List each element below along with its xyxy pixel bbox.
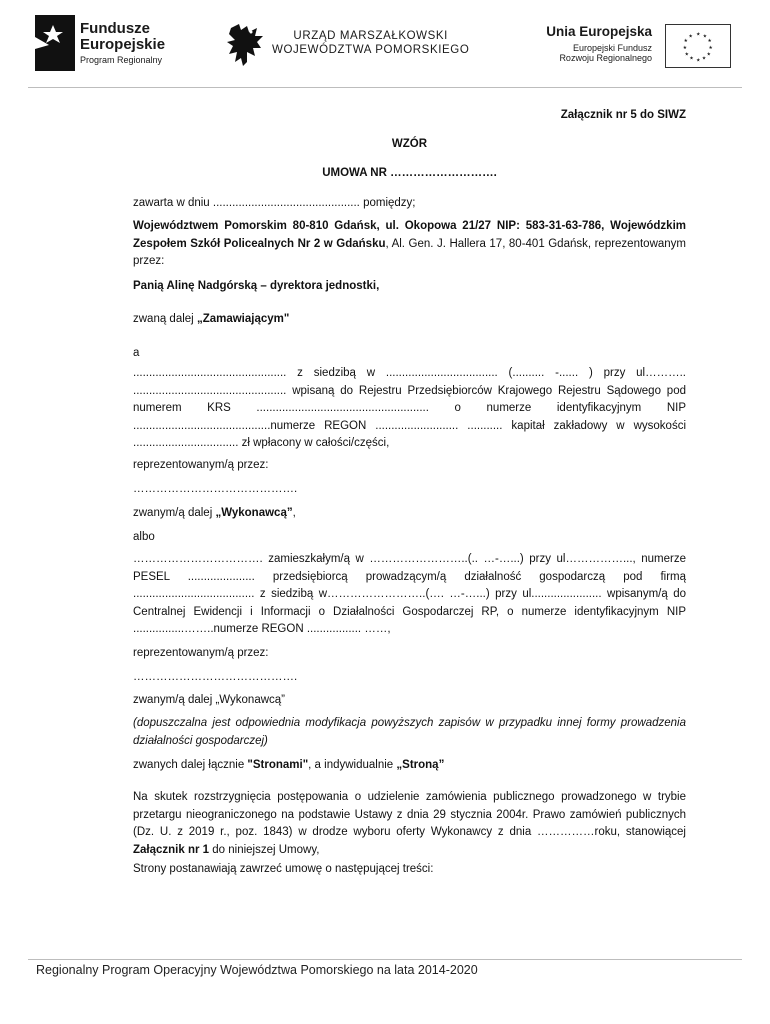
result-paragraph [133, 789, 686, 859]
zamawiajacy-bold: „Zamawiającym" [196, 313, 290, 325]
result-pre: Na skutek rozstrzygnięcia postępowania o udzielenie zamówienia publicznego prowadzonego w trybie przetargu nieograniczonego na podstawie Ustawy z dnia 29 stycznia 2004r. Prawo zamówień publicznych (Dz. U. z 2019 r., poz. 1843) w drodze wyboru oferty Wykonawcy z dnia ……………roku, stanowiącej [133, 791, 686, 838]
svg-text:★: ★ [706, 52, 711, 58]
result-bold: Załącznik nr 1 [133, 843, 210, 856]
svg-text:★: ★ [688, 34, 693, 40]
svg-text:★: ★ [707, 39, 712, 45]
wykonawca1-line [133, 505, 686, 523]
strony-mid: , a indywidualnie [308, 759, 397, 771]
urzad-line2: WOJEWÓDZTWA POMORSKIEGO [272, 43, 470, 56]
svg-text:★: ★ [696, 58, 701, 64]
eu-flag-icon [665, 24, 731, 68]
wzor-label: WZÓR [391, 138, 428, 150]
wykonawca1-bold: „Wykonawcą” [215, 507, 293, 519]
ue-line2: Europejski Fundusz [572, 42, 652, 53]
party1-paragraph [133, 218, 686, 271]
fundusze-europejskie-logo-icon [35, 15, 75, 71]
footer-divider [28, 959, 742, 960]
party1-bold: Województwem Pomorskim 80-810 Gdańsk, ul. Okopowa 21/27 NIP: 583-31-63-786, Wojewódzkim Zespołem Szkół Policealnych Nr 2 w Gdańsku [133, 220, 686, 250]
zamawiajacy-line [133, 311, 686, 329]
director-line: Panią Alinę Nadgórską – dyrektora jednostki, [133, 280, 380, 292]
dots2-line: ……………………………………. [133, 671, 298, 683]
strony-line [133, 757, 686, 775]
fe-line2: Europejskie [80, 36, 166, 53]
result-post: do niniejszej Umowy, [209, 843, 320, 856]
zamawiajacy-pre: zwaną dalej [133, 313, 197, 325]
unia-europejska-text [538, 24, 652, 63]
closing-line: Strony postanawiają zawrzeć umowę o następującej treści: [133, 863, 434, 875]
party1-rest: , Al. Gen. J. Hallera 17, 80-401 Gdańsk, reprezentowanym przez: [133, 237, 686, 267]
svg-text:★: ★ [684, 52, 689, 58]
wykonawca1-pre: zwanym/ą dalej [133, 507, 216, 519]
modification-note: (dopuszczalna jest odpowiednia modyfikacja powyższych zapisów w przypadku innej formy prowadzenia działalności gospodarczej) [133, 717, 686, 747]
dots1-line: ……………………………………. [133, 483, 298, 495]
ue-line3: Rozwoju Regionalnego [559, 52, 652, 63]
svg-text:★: ★ [683, 39, 688, 45]
wykonawca1-post: , [292, 507, 296, 519]
annex-label: Załącznik nr 5 do SIWZ [560, 109, 686, 121]
header-divider [28, 87, 742, 88]
fe-line3: Program Regionalny [80, 55, 163, 65]
albo-line: albo [133, 531, 155, 543]
ue-line1: Unia Europejska [546, 24, 652, 39]
strona-bold: „Stroną” [396, 759, 445, 771]
pomorskie-griffin-icon [225, 22, 265, 68]
person-block: ……………………………. zamieszkałym/ą w ……………………..(.. …-…...) przy ul……………..., numerze PESEL ..................... przedsiębiorcą prowadzącym/ą działalność gospodarczą pod firmą ...................................... z siedzibą w……………………..(…. …-…...) przy ul...................... wpisanym/ą do Centralnej Ewidencji i Informacji o Działalności Gospodarczej RP, o numerze identyfikacyjnym NIP ................……..numerze REGON ................. ……, [133, 553, 686, 635]
contract-title: UMOWA NR ………………………. [322, 167, 497, 179]
company-block: ................................................ z siedzibą w ................................... (.......... -...... ) przy ul……….. ................................................ wpisaną do Rejestru Przedsiębiorców Krajowego Rejestru Sądowego pod numerem KRS ...................................................... o numerze identyfikacyjnym NIP ...........................................numerze REGON .......................... ........... kapitał zakładowy w wysokości ................................. zł wpłacony w całości/części, [133, 367, 686, 449]
represented1-line: reprezentowanym/ą przez: [133, 459, 269, 471]
urzad-marszalkowski-text [272, 30, 469, 58]
svg-text:★: ★ [708, 45, 713, 51]
represented2-line: reprezentowanym/ą przez: [133, 647, 269, 659]
footer-text: Regionalny Program Operacyjny Województwa Pomorskiego na lata 2014-2020 [36, 963, 478, 977]
strony-bold: "Stronami" [247, 759, 309, 771]
svg-text:★: ★ [689, 56, 694, 62]
svg-text:★: ★ [702, 34, 708, 40]
urzad-line1: URZĄD MARSZAŁKOWSKI [293, 30, 448, 42]
fe-line1: Fundusze [80, 20, 150, 37]
svg-text:★: ★ [682, 45, 688, 51]
svg-text:★: ★ [701, 56, 707, 62]
a-line: a [133, 347, 140, 359]
fundusze-europejskie-text [80, 21, 165, 65]
wykonawca2-line: zwanym/ą dalej „Wykonawcą” [133, 694, 286, 706]
concluded-line: zawarta w dniu .............................................. pomiędzy; [133, 197, 416, 209]
strony-pre: zwanych dalej łącznie [133, 759, 248, 771]
svg-text:★: ★ [696, 32, 701, 38]
logo-header [0, 0, 770, 88]
